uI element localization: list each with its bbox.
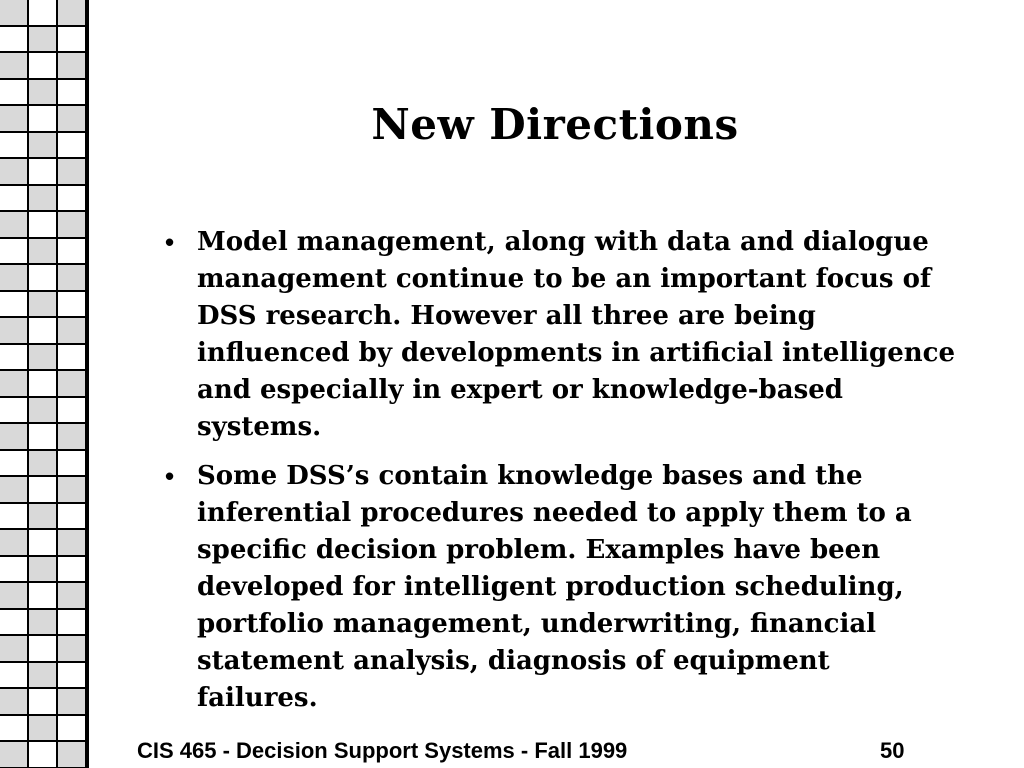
grid-cell bbox=[58, 239, 87, 266]
grid-cell bbox=[0, 0, 29, 27]
grid-cell bbox=[58, 583, 87, 610]
grid-cell bbox=[29, 504, 58, 531]
grid-cell bbox=[29, 53, 58, 80]
grid-cell bbox=[58, 557, 87, 584]
grid-cell bbox=[29, 451, 58, 478]
grid-cell bbox=[0, 106, 29, 133]
grid-cell bbox=[0, 186, 29, 213]
grid-cell bbox=[58, 398, 87, 425]
grid-cell bbox=[58, 345, 87, 372]
grid-cell bbox=[58, 716, 87, 743]
grid-cell bbox=[58, 212, 87, 239]
grid-cell bbox=[58, 477, 87, 504]
grid-cell bbox=[29, 345, 58, 372]
grid-cell bbox=[58, 424, 87, 451]
bullet-icon: • bbox=[165, 461, 175, 491]
bullet-icon: • bbox=[165, 227, 175, 257]
grid-cell bbox=[29, 371, 58, 398]
grid-cell bbox=[0, 742, 29, 768]
grid-cell bbox=[58, 610, 87, 637]
grid-cell bbox=[29, 689, 58, 716]
grid-cell bbox=[58, 159, 87, 186]
grid-cell bbox=[29, 398, 58, 425]
bullet-item bbox=[165, 224, 955, 446]
grid-cell bbox=[29, 80, 58, 107]
grid-strip-divider bbox=[87, 0, 89, 768]
grid-cell bbox=[29, 557, 58, 584]
grid-cell bbox=[29, 265, 58, 292]
bullet-list bbox=[165, 224, 955, 729]
grid-cell bbox=[58, 318, 87, 345]
grid-cell bbox=[58, 504, 87, 531]
grid-cell bbox=[0, 610, 29, 637]
grid-cell bbox=[29, 212, 58, 239]
grid-cell bbox=[58, 530, 87, 557]
grid-cell bbox=[58, 27, 87, 54]
grid-cell bbox=[58, 371, 87, 398]
grid-cell bbox=[29, 663, 58, 690]
grid-cell bbox=[0, 451, 29, 478]
grid-cell bbox=[0, 504, 29, 531]
bullet-text: Model management, along with data and dialogue management continue to be an important focus of DSS research. However all three are being influenced by developments in artificial intelligence and especially in expert or knowledge-based systems. bbox=[197, 227, 956, 442]
bullet-item bbox=[165, 458, 955, 717]
decorative-grid-strip bbox=[0, 0, 87, 768]
grid-cell bbox=[0, 398, 29, 425]
grid-cell bbox=[58, 80, 87, 107]
grid-cell bbox=[0, 663, 29, 690]
grid-cell bbox=[0, 583, 29, 610]
grid-cell bbox=[0, 318, 29, 345]
grid-cell bbox=[0, 371, 29, 398]
grid-cell bbox=[29, 239, 58, 266]
grid-cell bbox=[29, 106, 58, 133]
grid-cell bbox=[0, 477, 29, 504]
grid-cell bbox=[58, 0, 87, 27]
grid-cell bbox=[0, 689, 29, 716]
grid-cell bbox=[58, 636, 87, 663]
grid-cell bbox=[0, 80, 29, 107]
grid-cell bbox=[29, 0, 58, 27]
grid-cell bbox=[29, 477, 58, 504]
grid-cell bbox=[0, 53, 29, 80]
grid-cell bbox=[29, 583, 58, 610]
grid-cell bbox=[29, 636, 58, 663]
grid-cell bbox=[29, 186, 58, 213]
grid-cell bbox=[29, 159, 58, 186]
grid-cell bbox=[0, 716, 29, 743]
grid-cell bbox=[58, 292, 87, 319]
grid-cell bbox=[29, 27, 58, 54]
footer-page-number: 50 bbox=[880, 738, 905, 763]
grid-cell bbox=[0, 424, 29, 451]
grid-cell bbox=[0, 530, 29, 557]
grid-cell bbox=[29, 610, 58, 637]
grid-cell bbox=[0, 265, 29, 292]
grid-cell bbox=[29, 318, 58, 345]
grid-cell bbox=[0, 159, 29, 186]
grid-cell bbox=[58, 186, 87, 213]
grid-cell bbox=[29, 424, 58, 451]
grid-cell bbox=[0, 133, 29, 160]
grid-cell bbox=[58, 53, 87, 80]
grid-cell bbox=[0, 345, 29, 372]
grid-cell bbox=[58, 451, 87, 478]
grid-cell bbox=[29, 133, 58, 160]
grid-cell bbox=[0, 27, 29, 54]
grid-cell bbox=[0, 239, 29, 266]
grid-cell bbox=[29, 530, 58, 557]
grid-cell bbox=[0, 212, 29, 239]
grid-cell bbox=[58, 133, 87, 160]
slide-title: New Directions bbox=[371, 100, 739, 149]
grid-cell bbox=[58, 106, 87, 133]
grid-cell bbox=[58, 742, 87, 768]
grid-cell bbox=[29, 292, 58, 319]
grid-cell bbox=[0, 292, 29, 319]
bullet-text: Some DSS’s contain knowledge bases and the inferential procedures needed to apply them to a specific decision problem. Examples have been developed for intelligent production scheduling, portfolio management, underwriting, financial statement analysis, diagnosis of equipment failures. bbox=[197, 461, 912, 713]
grid-cell bbox=[58, 265, 87, 292]
footer-course: CIS 465 - Decision Support Systems - Fall 1999 bbox=[137, 738, 628, 763]
grid-cell bbox=[0, 636, 29, 663]
grid-cell bbox=[58, 689, 87, 716]
grid-cell bbox=[29, 716, 58, 743]
grid-cell bbox=[29, 742, 58, 768]
grid-cell bbox=[0, 557, 29, 584]
grid-cell bbox=[58, 663, 87, 690]
